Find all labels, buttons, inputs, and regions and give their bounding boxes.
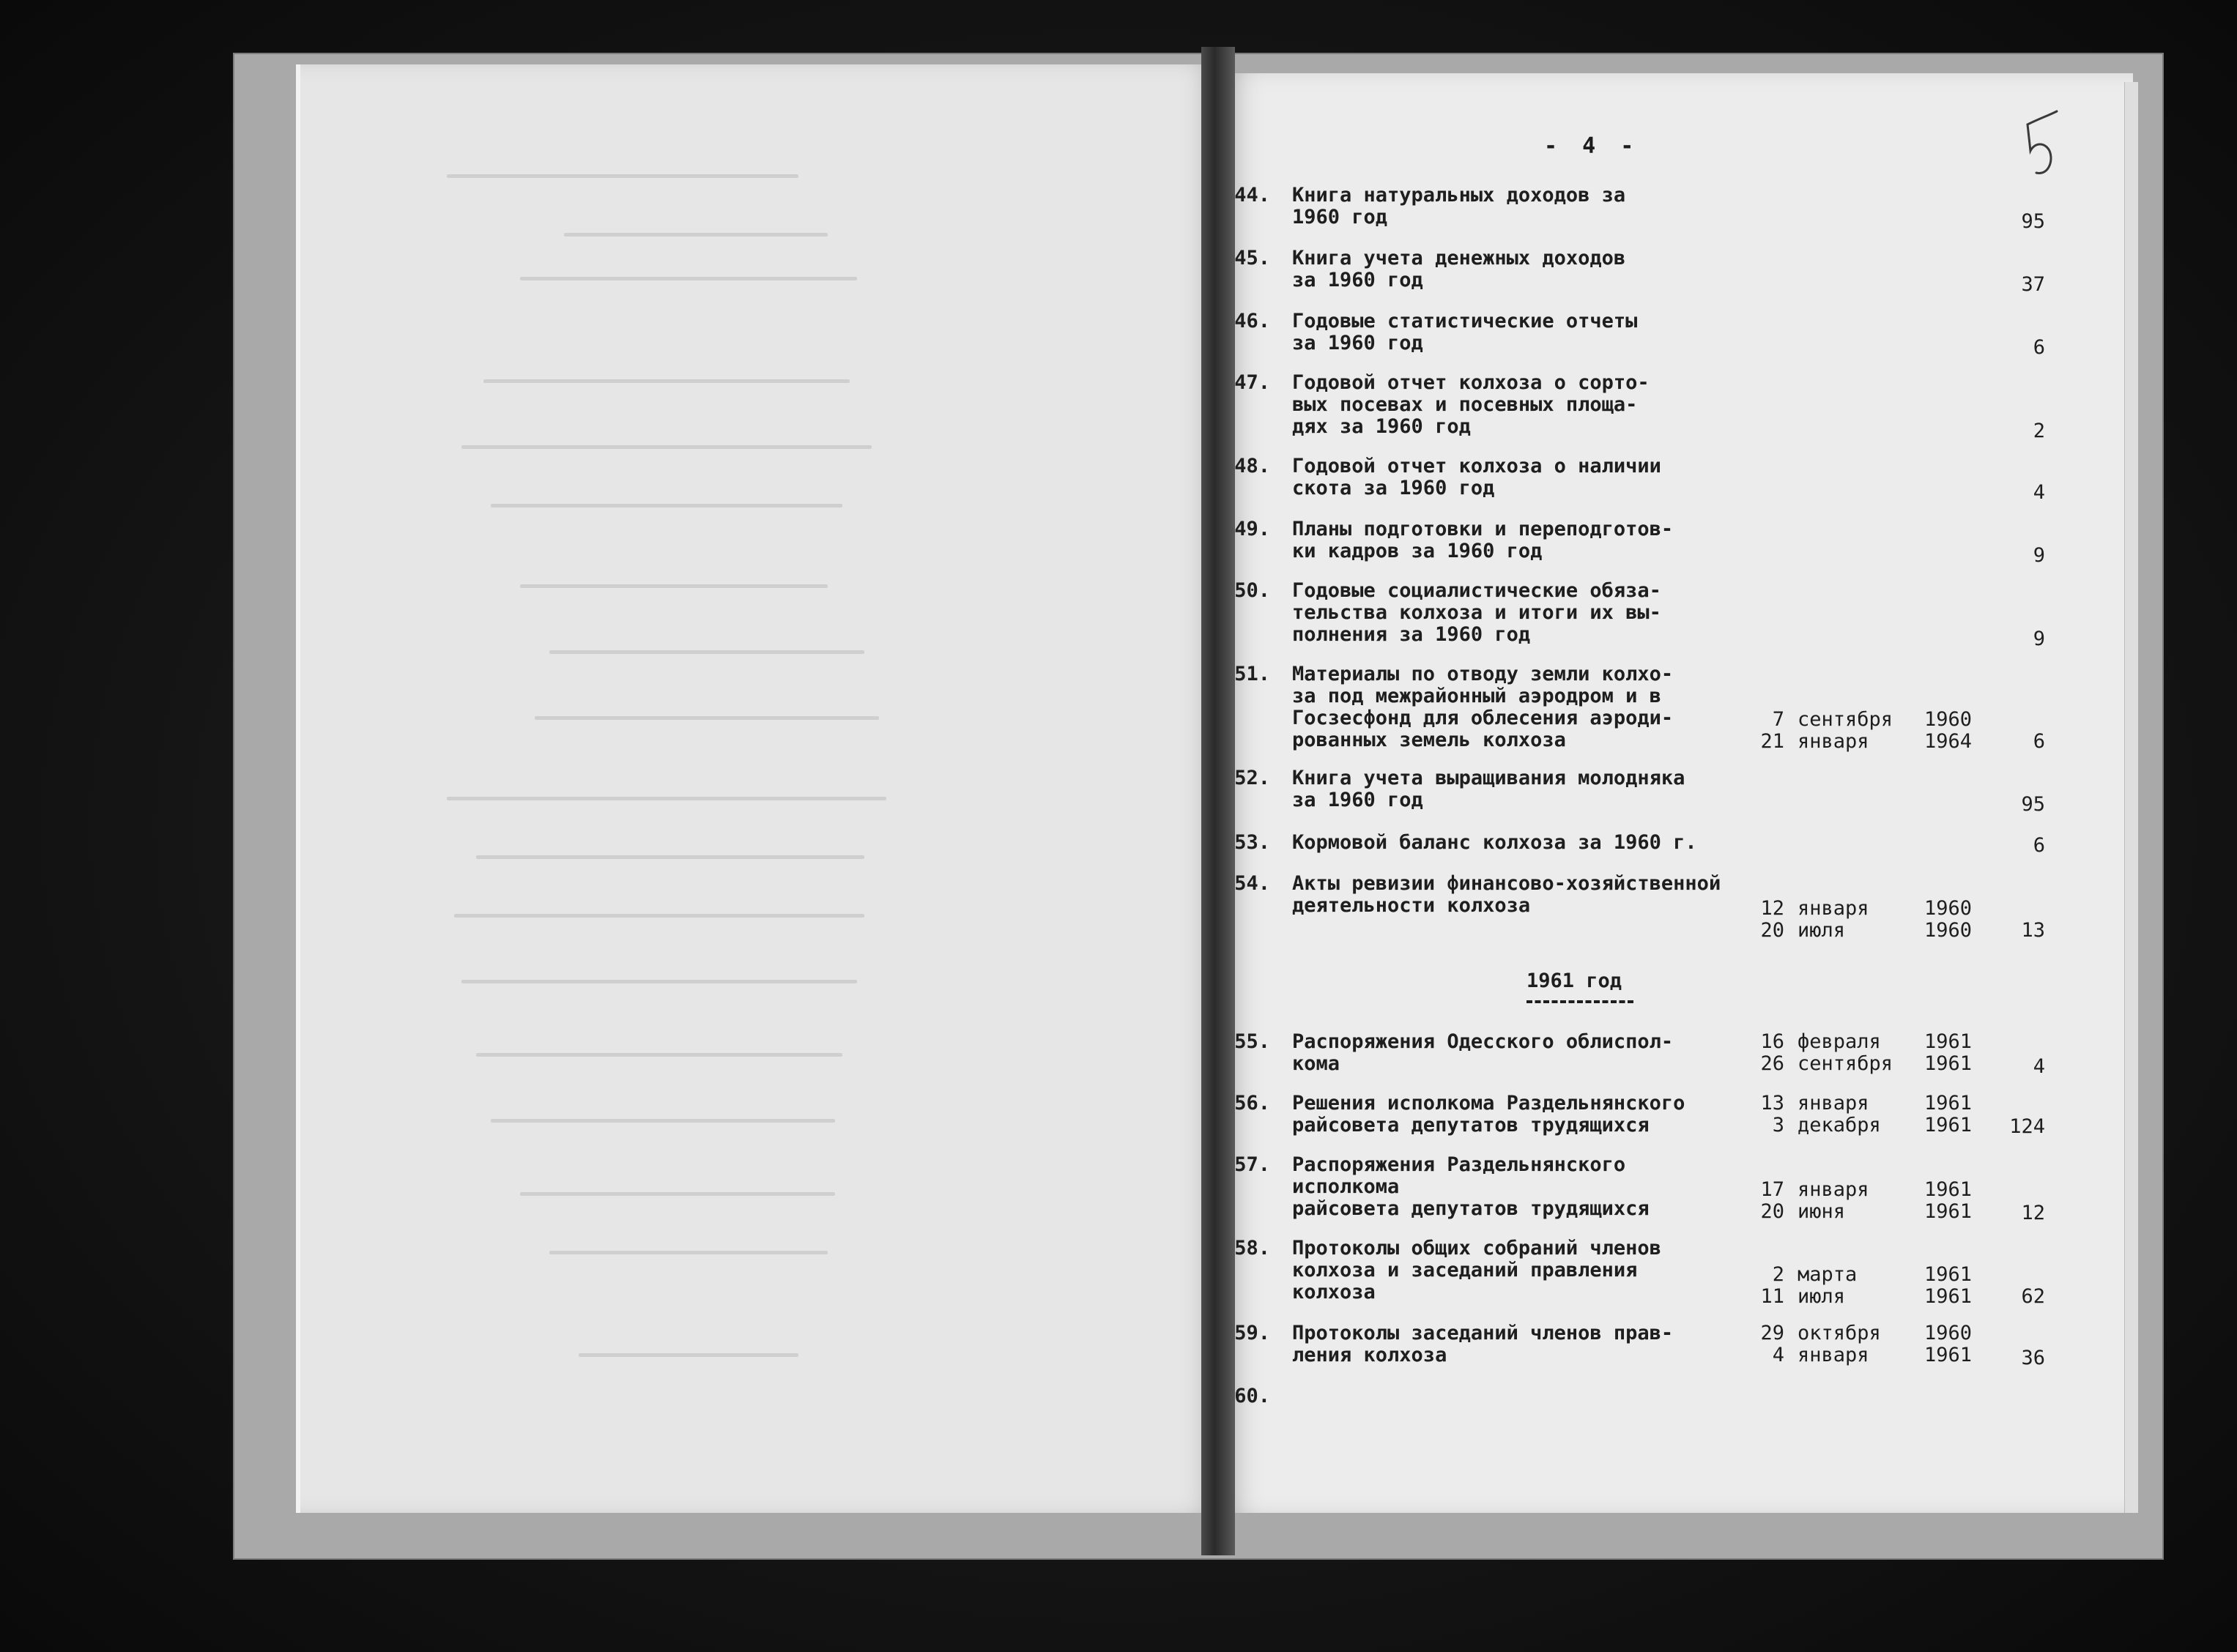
date-start-year: 1961 (1923, 1030, 1972, 1053)
date-end-day: 4 (1772, 1344, 1784, 1366)
entry-sheet-count: 36 (2021, 1347, 2045, 1369)
entry-number: 57. (1234, 1153, 1270, 1176)
entry-title: Распоряжения Раздельнянского исполкома райсовета депутатов трудящихся (1292, 1153, 1650, 1220)
entry-number: 60. (1234, 1385, 1270, 1407)
bleed-through-line (447, 174, 798, 178)
entry-title: Протоколы заседаний членов прав- ления колхоза (1292, 1322, 1674, 1366)
date-end-year: 1960 (1923, 919, 1972, 942)
pencil-mark-icon (2023, 110, 2060, 180)
date-end-month: июня (1798, 1200, 1846, 1223)
entry-title: Акты ревизии финансово-хозяйственной деятельности колхоза (1292, 872, 1721, 917)
date-start-month: января (1798, 1178, 1869, 1201)
bleed-through-line (535, 716, 879, 720)
entry-number: 56. (1234, 1092, 1270, 1115)
date-start-day: 29 (1760, 1322, 1784, 1344)
date-start-day: 7 (1772, 708, 1784, 731)
entry-sheet-count: 95 (2021, 210, 2045, 233)
date-end-day: 11 (1760, 1285, 1784, 1308)
entry-title: Материалы по отводу земли колхо- за под межрайонный аэродром и в Госзесфонд для облесения аэроди- рованных земель колхоза (1292, 663, 1674, 751)
date-start-year: 1960 (1923, 897, 1972, 920)
date-start-month: сентября (1798, 708, 1893, 731)
date-end-year: 1961 (1923, 1200, 1972, 1223)
entry-number: 49. (1234, 518, 1270, 540)
entry-title: Годовые социалистические обяза- тельства колхоза и итоги их вы- полнения за 1960 год (1292, 579, 1661, 646)
date-end-day: 20 (1760, 919, 1784, 942)
section-heading-underline (1526, 1000, 1633, 1003)
date-end-year: 1961 (1923, 1344, 1972, 1366)
date-start-day: 12 (1760, 897, 1784, 920)
section-heading: 1961 год (1526, 970, 1622, 992)
entry-title: Годовой отчет колхоза о наличии скота за 1960 год (1292, 455, 1661, 499)
bleed-through-line (461, 980, 857, 983)
entry-sheet-count: 4 (2033, 1055, 2045, 1078)
bleed-through-line (549, 1251, 828, 1254)
bleed-through-line (491, 1119, 835, 1123)
date-start-month: февраля (1798, 1030, 1881, 1053)
date-start-day: 2 (1772, 1263, 1784, 1286)
bleed-through-line (483, 379, 850, 383)
date-end-day: 21 (1760, 730, 1784, 753)
entry-title: Годовые статистические отчеты за 1960 год (1292, 310, 1638, 354)
page-number: - 4 - (1544, 133, 1640, 159)
entry-number: 53. (1234, 831, 1270, 854)
entry-number: 58. (1234, 1237, 1270, 1260)
entry-title: Книга натуральных доходов за 1960 год (1292, 184, 1626, 228)
entry-sheet-count: 124 (2009, 1115, 2045, 1138)
date-start-month: января (1798, 897, 1869, 920)
bleed-through-line (491, 504, 842, 507)
date-end-day: 3 (1772, 1114, 1784, 1136)
date-start-month: января (1798, 1092, 1869, 1115)
date-end-year: 1961 (1923, 1114, 1972, 1136)
bleed-through-line (476, 1053, 842, 1057)
entry-number: 50. (1234, 579, 1270, 602)
entry-number: 52. (1234, 767, 1270, 789)
entry-number: 48. (1234, 455, 1270, 477)
date-start-year: 1960 (1923, 708, 1972, 731)
bleed-through-line (520, 1192, 835, 1196)
entry-sheet-count: 62 (2021, 1285, 2045, 1308)
entry-sheet-count: 6 (2033, 730, 2045, 753)
bleed-through-line (564, 233, 828, 237)
date-end-year: 1964 (1923, 730, 1972, 753)
entry-sheet-count: 95 (2021, 793, 2045, 816)
entry-number: 47. (1234, 371, 1270, 394)
entry-title: Годовой отчет колхоза о сорто- вых посевах и посевных площа- дях за 1960 год (1292, 371, 1650, 438)
bleed-through-line (447, 797, 886, 800)
entry-number: 59. (1234, 1322, 1270, 1344)
entry-title: Распоряжения Одесского облиспол- кома (1292, 1030, 1674, 1075)
bleed-through-line (454, 914, 864, 918)
date-end-year: 1961 (1923, 1285, 1972, 1308)
date-start-day: 16 (1760, 1030, 1784, 1053)
date-end-month: сентября (1798, 1052, 1893, 1075)
date-start-year: 1960 (1923, 1322, 1972, 1344)
entry-sheet-count: 9 (2033, 544, 2045, 567)
date-start-year: 1961 (1923, 1092, 1972, 1115)
entry-sheet-count: 6 (2033, 834, 2045, 857)
bleed-through-line (579, 1353, 798, 1357)
date-end-year: 1961 (1923, 1052, 1972, 1075)
date-end-month: января (1798, 1344, 1869, 1366)
entry-number: 44. (1234, 184, 1270, 206)
bleed-through-line (520, 584, 828, 588)
date-end-month: июля (1798, 1285, 1846, 1308)
date-end-month: декабря (1798, 1114, 1881, 1136)
entry-title: Планы подготовки и переподготов- ки кадров за 1960 год (1292, 518, 1674, 562)
entry-sheet-count: 9 (2033, 628, 2045, 650)
entry-title: Кормовой баланс колхоза за 1960 г. (1292, 831, 1697, 854)
entry-sheet-count: 12 (2021, 1202, 2045, 1224)
date-end-month: января (1798, 730, 1869, 753)
date-start-day: 13 (1760, 1092, 1784, 1115)
entry-title: Книга учета денежных доходов за 1960 год (1292, 247, 1626, 291)
bleed-through-line (549, 650, 864, 654)
date-start-month: марта (1798, 1263, 1858, 1286)
date-start-month: октября (1798, 1322, 1881, 1344)
entry-sheet-count: 2 (2033, 420, 2045, 442)
entry-number: 55. (1234, 1030, 1270, 1053)
entry-number: 46. (1234, 310, 1270, 332)
entry-sheet-count: 4 (2033, 481, 2045, 504)
entry-number: 51. (1234, 663, 1270, 685)
date-start-day: 17 (1760, 1178, 1784, 1201)
entry-sheet-count: 13 (2021, 919, 2045, 942)
entry-title: Книга учета выращивания молодняка за 1960 год (1292, 767, 1685, 811)
date-end-day: 26 (1760, 1052, 1784, 1075)
date-start-year: 1961 (1923, 1263, 1972, 1286)
page-edge (2124, 82, 2138, 1513)
left-page-blank (296, 64, 1219, 1513)
date-end-month: июля (1798, 919, 1846, 942)
entry-number: 45. (1234, 247, 1270, 269)
entry-title: Протоколы общих собраний членов колхоза и заседаний правления колхоза (1292, 1237, 1661, 1303)
bleed-through-line (461, 445, 872, 449)
entry-title: Решения исполкома Раздельнянского райсовета депутатов трудящихся (1292, 1092, 1685, 1136)
date-start-year: 1961 (1923, 1178, 1972, 1201)
entry-sheet-count: 37 (2021, 273, 2045, 296)
date-end-day: 20 (1760, 1200, 1784, 1223)
bleed-through-line (520, 277, 857, 280)
bleed-through-line (476, 855, 864, 859)
entry-sheet-count: 6 (2033, 336, 2045, 359)
entry-number: 54. (1234, 872, 1270, 895)
